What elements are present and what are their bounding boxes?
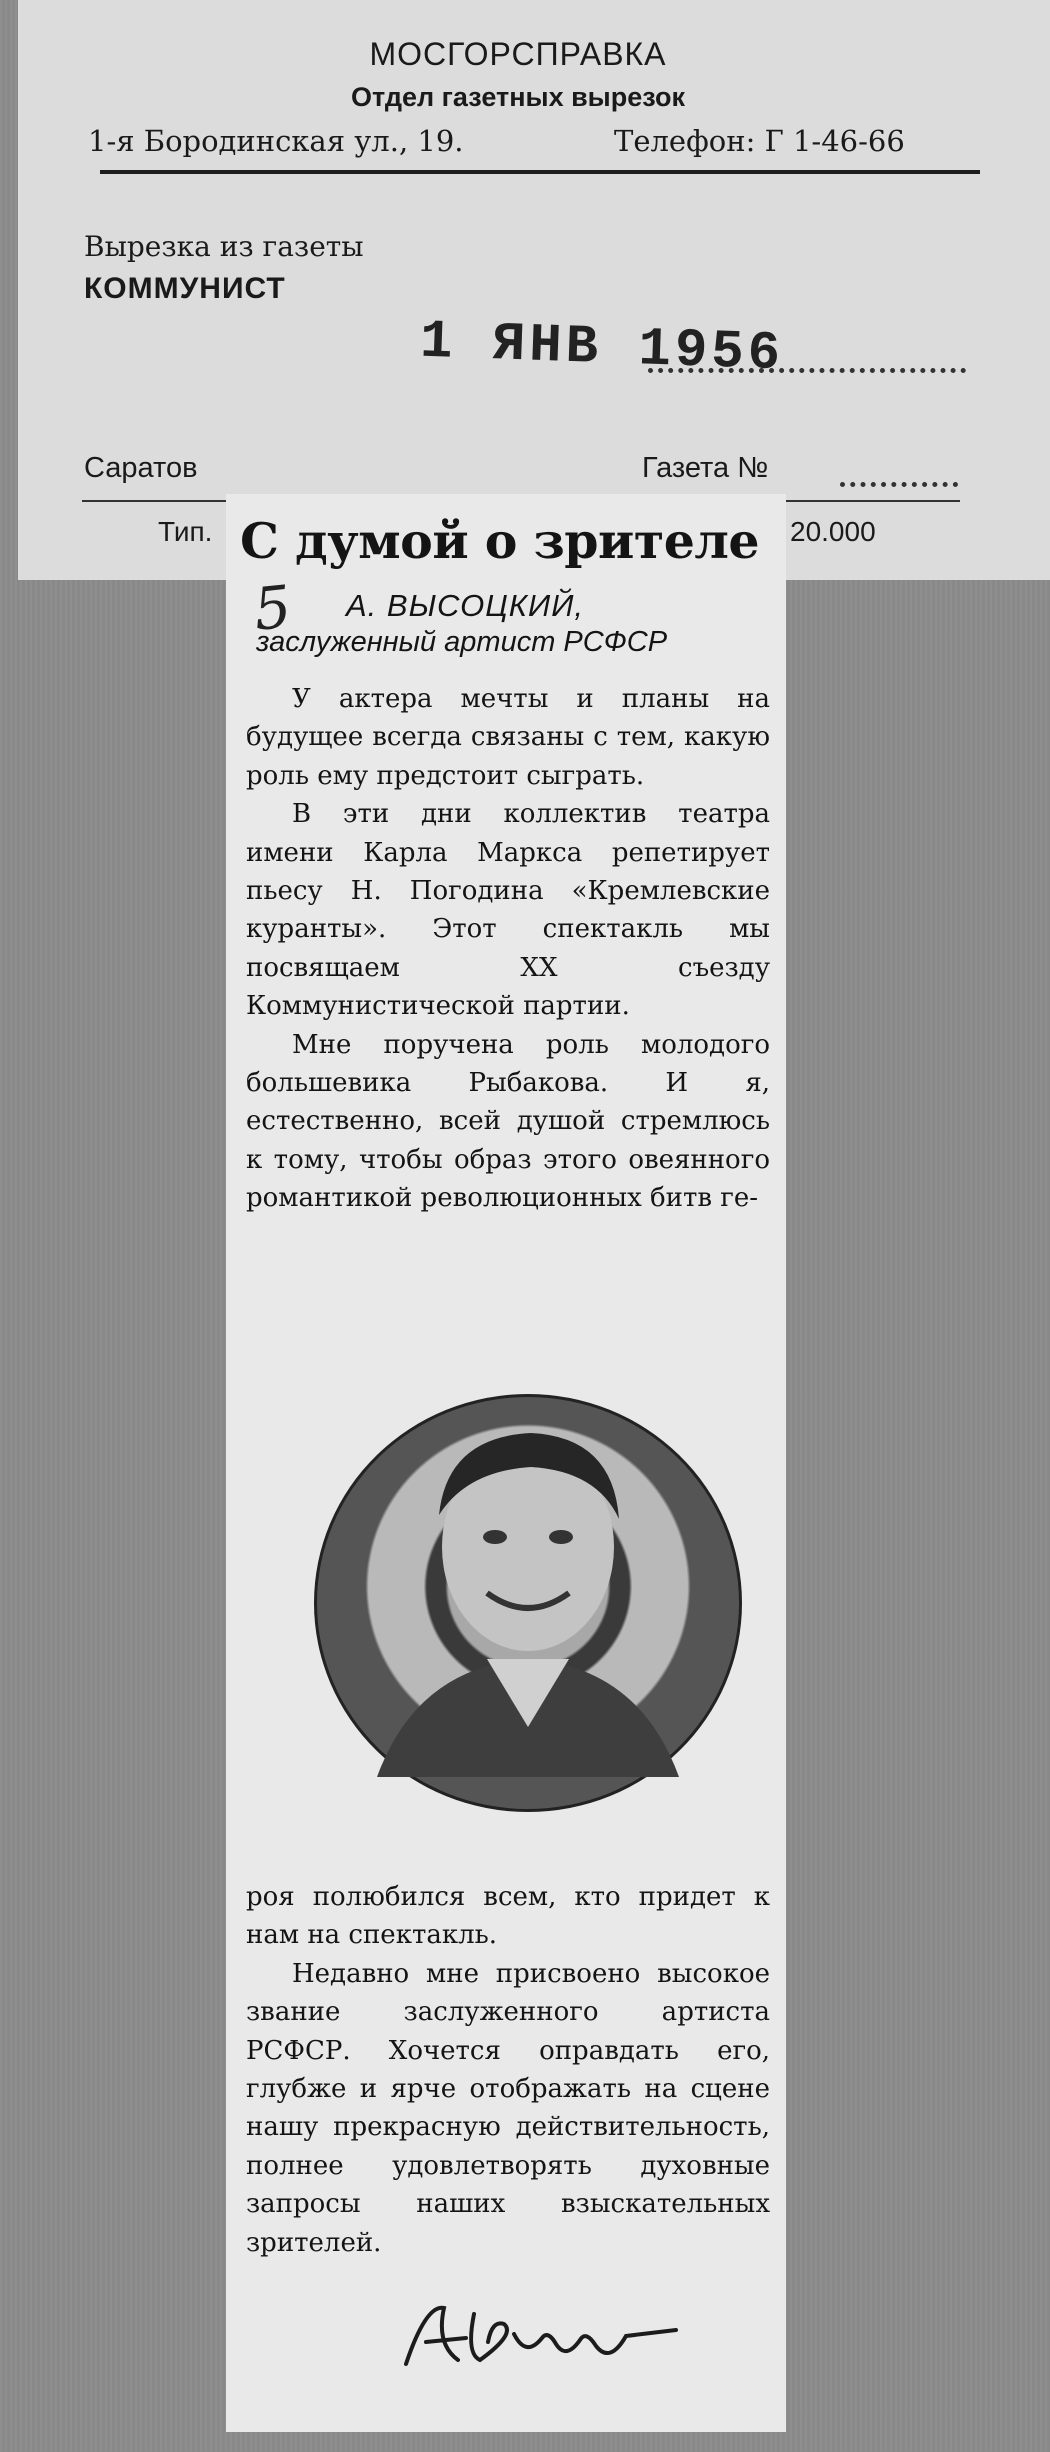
header-rule [100,170,980,174]
paragraph: Мне поручена роль молодого большевика Рыбакова. И я, естественно, всей душой стремлюсь к тому, чтобы образ этого овеянного романтикой революционных битв ге- [246,1029,770,1214]
paragraph: роя полюбился всем, кто придет к нам на спектакль. [246,1882,770,1951]
portrait-image [317,1397,739,1809]
date-dotted-line [648,368,966,373]
article-body-bottom [246,1878,770,2262]
author-rank: заслуженный артист РСФСР [256,626,668,658]
department-name: Отдел газетных вырезок [350,82,686,112]
clipping-label: Вырезка из газеты [84,230,364,263]
author-portrait-photo [314,1394,742,1812]
city-label: Саратов [84,452,198,484]
pencil-mark: 5 [250,572,295,644]
agency-phone: Телефон: Г 1-46-66 [614,124,905,158]
number-dotted-line [840,482,958,487]
agency-name: МОСГОРСПРАВКА [369,36,667,72]
article-body-top [246,680,770,1218]
paragraph: У актера мечты и планы на будущее всегда связаны с тем, какую роль ему предстоит сыграть. [246,684,770,791]
newspaper-clipping [226,494,786,2432]
newspaper-name: КОММУНИСТ [84,272,286,305]
circulation-value: 20.000 [790,516,876,547]
date-stamp: 1 ЯНВ 1956 [419,311,786,386]
article-author: А. ВЫСОЦКИЙ, [346,588,584,623]
printing-label: Тип. [158,516,213,547]
clipping-slip [18,0,1050,580]
agency-address: 1-я Бородинская ул., 19. [88,124,464,158]
author-signature [396,2294,686,2390]
newspaper-number-label: Газета № [642,452,769,484]
paragraph: В эти дни коллектив театра имени Карла Маркса репетирует пьесу Н. Погодина «Кремлевские куранты». Этот спектакль мы посвящаем XX съезду Коммунистической партии. [246,799,770,1022]
article-title: С думой о зрителе [240,512,760,570]
paragraph: Недавно мне присвоено высокое звание заслуженного артиста РСФСР. Хочется оправдать его, глубже и ярче отображать на сцене нашу прекрасную действительность, полнее удовлетворять духовные запросы наших взыскательных зрителей. [246,1958,770,2258]
